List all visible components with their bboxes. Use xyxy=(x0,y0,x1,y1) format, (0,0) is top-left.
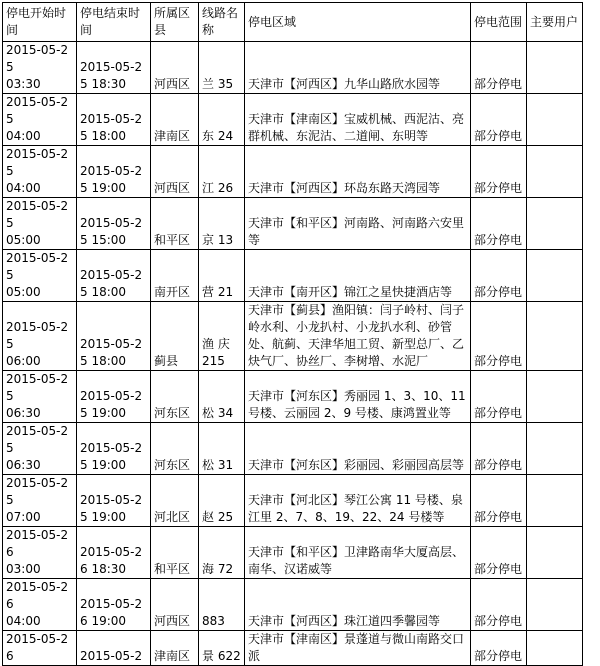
end-time-cell: 2015-05-2 xyxy=(77,631,151,666)
table-row xyxy=(3,146,583,198)
county-cell: 河东区 xyxy=(151,371,199,423)
start-time-cell: 2015-05-25 06:00 xyxy=(3,302,77,371)
line-name-cell: 渔 庆 215 xyxy=(199,302,245,371)
line-name-cell: 兰 35 xyxy=(199,42,245,94)
county-cell: 津南区 xyxy=(151,631,199,666)
header-area: 停电区域 xyxy=(245,3,471,42)
area-cell: 天津市【津南区】宝威机械、西泥沽、亮群机械、东泥沽、二道闸、东明等 xyxy=(245,94,471,146)
range-cell: 部分停电 xyxy=(471,423,527,475)
end-time-cell: 2015-05-2 5 18:00 xyxy=(77,302,151,371)
header-county: 所属区县 xyxy=(151,3,199,42)
header-line-name: 线路名称 xyxy=(199,3,245,42)
table-row xyxy=(3,527,583,579)
start-time-cell: 2015-05-26 03:00 xyxy=(3,527,77,579)
range-cell: 部分停电 xyxy=(471,146,527,198)
county-cell: 河西区 xyxy=(151,42,199,94)
table-row xyxy=(3,423,583,475)
end-time-cell: 2015-05-2 6 19:00 xyxy=(77,579,151,631)
table-header-row xyxy=(3,3,583,42)
county-cell: 南开区 xyxy=(151,250,199,302)
line-name-cell: 营 21 xyxy=(199,250,245,302)
county-cell: 津南区 xyxy=(151,94,199,146)
range-cell: 部分停电 xyxy=(471,198,527,250)
range-cell: 部分停电 xyxy=(471,579,527,631)
end-time-cell: 2015-05-2 6 18:30 xyxy=(77,527,151,579)
end-time-cell: 2015-05-2 5 15:00 xyxy=(77,198,151,250)
table-row xyxy=(3,94,583,146)
line-name-cell: 松 31 xyxy=(199,423,245,475)
range-cell: 部分停电 xyxy=(471,527,527,579)
line-name-cell: 松 34 xyxy=(199,371,245,423)
start-time-cell: 2015-05-25 06:30 xyxy=(3,423,77,475)
main-users-cell xyxy=(527,42,583,94)
range-cell: 部分停电 xyxy=(471,42,527,94)
area-cell: 天津市【河东区】彩丽园、彩丽园高层等 xyxy=(245,423,471,475)
end-time-cell: 2015-05-2 5 19:00 xyxy=(77,423,151,475)
range-cell: 部分停电 xyxy=(471,250,527,302)
main-users-cell xyxy=(527,94,583,146)
start-time-cell: 2015-05-25 05:00 xyxy=(3,250,77,302)
line-name-cell: 京 13 xyxy=(199,198,245,250)
header-main-users: 主要用户 xyxy=(527,3,583,42)
table-row xyxy=(3,371,583,423)
range-cell: 部分停电 xyxy=(471,475,527,527)
county-cell: 河北区 xyxy=(151,475,199,527)
header-end-time: 停电结束时间 xyxy=(77,3,151,42)
main-users-cell xyxy=(527,302,583,371)
end-time-cell: 2015-05-2 5 18:00 xyxy=(77,250,151,302)
county-cell: 蓟县 xyxy=(151,302,199,371)
county-cell: 河西区 xyxy=(151,579,199,631)
area-cell: 天津市【和平区】卫津路南华大厦高层、南华、汉诺威等 xyxy=(245,527,471,579)
area-cell: 天津市【河西区】珠江道四季馨园等 xyxy=(245,579,471,631)
table-row xyxy=(3,302,583,371)
range-cell: 部分停电 xyxy=(471,631,527,666)
table-row xyxy=(3,475,583,527)
table-row xyxy=(3,250,583,302)
table-row xyxy=(3,42,583,94)
start-time-cell: 2015-05-25 03:30 xyxy=(3,42,77,94)
area-cell: 天津市【河西区】九华山路欣水园等 xyxy=(245,42,471,94)
table-row xyxy=(3,198,583,250)
range-cell: 部分停电 xyxy=(471,302,527,371)
end-time-cell: 2015-05-2 5 19:00 xyxy=(77,371,151,423)
start-time-cell: 2015-05-25 06:30 xyxy=(3,371,77,423)
start-time-cell: 2015-05-25 07:00 xyxy=(3,475,77,527)
line-name-cell: 海 72 xyxy=(199,527,245,579)
line-name-cell: 883 xyxy=(199,579,245,631)
end-time-cell: 2015-05-2 5 18:00 xyxy=(77,94,151,146)
start-time-cell: 2015-05-26 xyxy=(3,631,77,666)
line-name-cell: 东 24 xyxy=(199,94,245,146)
area-cell: 天津市【和平区】河南路、河南路六安里等 xyxy=(245,198,471,250)
area-cell: 天津市【南开区】锦江之星快捷酒店等 xyxy=(245,250,471,302)
header-start-time: 停电开始时间 xyxy=(3,3,77,42)
main-users-cell xyxy=(527,527,583,579)
area-cell: 天津市【河东区】秀丽园 1、3、10、11 号楼、云丽园 2、9 号楼、康鸿置业等 xyxy=(245,371,471,423)
area-cell: 天津市【蓟县】渔阳镇：闫子岭村、闫子岭水利、小龙扒村、小龙扒水利、砂管处、航蓟、天津华旭工贸、新型总厂、乙炔气厂、协丝厂、李树增、水泥厂 xyxy=(245,302,471,371)
end-time-cell: 2015-05-2 5 18:30 xyxy=(77,42,151,94)
end-time-cell: 2015-05-2 5 19:00 xyxy=(77,146,151,198)
main-users-cell xyxy=(527,146,583,198)
main-users-cell xyxy=(527,198,583,250)
county-cell: 和平区 xyxy=(151,527,199,579)
header-range: 停电范围 xyxy=(471,3,527,42)
line-name-cell: 景 622 xyxy=(199,631,245,666)
table-row xyxy=(3,579,583,631)
start-time-cell: 2015-05-26 04:00 xyxy=(3,579,77,631)
county-cell: 和平区 xyxy=(151,198,199,250)
main-users-cell xyxy=(527,371,583,423)
end-time-cell: 2015-05-2 5 19:00 xyxy=(77,475,151,527)
area-cell: 天津市【河北区】琴江公寓 11 号楼、泉江里 2、7、8、19、22、24 号楼等 xyxy=(245,475,471,527)
main-users-cell xyxy=(527,423,583,475)
main-users-cell xyxy=(527,631,583,666)
outage-table xyxy=(2,2,583,666)
start-time-cell: 2015-05-25 04:00 xyxy=(3,94,77,146)
table-row xyxy=(3,631,583,666)
area-cell: 天津市【河西区】环岛东路天湾园等 xyxy=(245,146,471,198)
start-time-cell: 2015-05-25 04:00 xyxy=(3,146,77,198)
main-users-cell xyxy=(527,475,583,527)
county-cell: 河西区 xyxy=(151,146,199,198)
range-cell: 部分停电 xyxy=(471,94,527,146)
main-users-cell xyxy=(527,579,583,631)
main-users-cell xyxy=(527,250,583,302)
county-cell: 河东区 xyxy=(151,423,199,475)
range-cell: 部分停电 xyxy=(471,371,527,423)
area-cell: 天津市【津南区】景蓬道与微山南路交口派 xyxy=(245,631,471,666)
line-name-cell: 赵 25 xyxy=(199,475,245,527)
start-time-cell: 2015-05-25 05:00 xyxy=(3,198,77,250)
line-name-cell: 江 26 xyxy=(199,146,245,198)
